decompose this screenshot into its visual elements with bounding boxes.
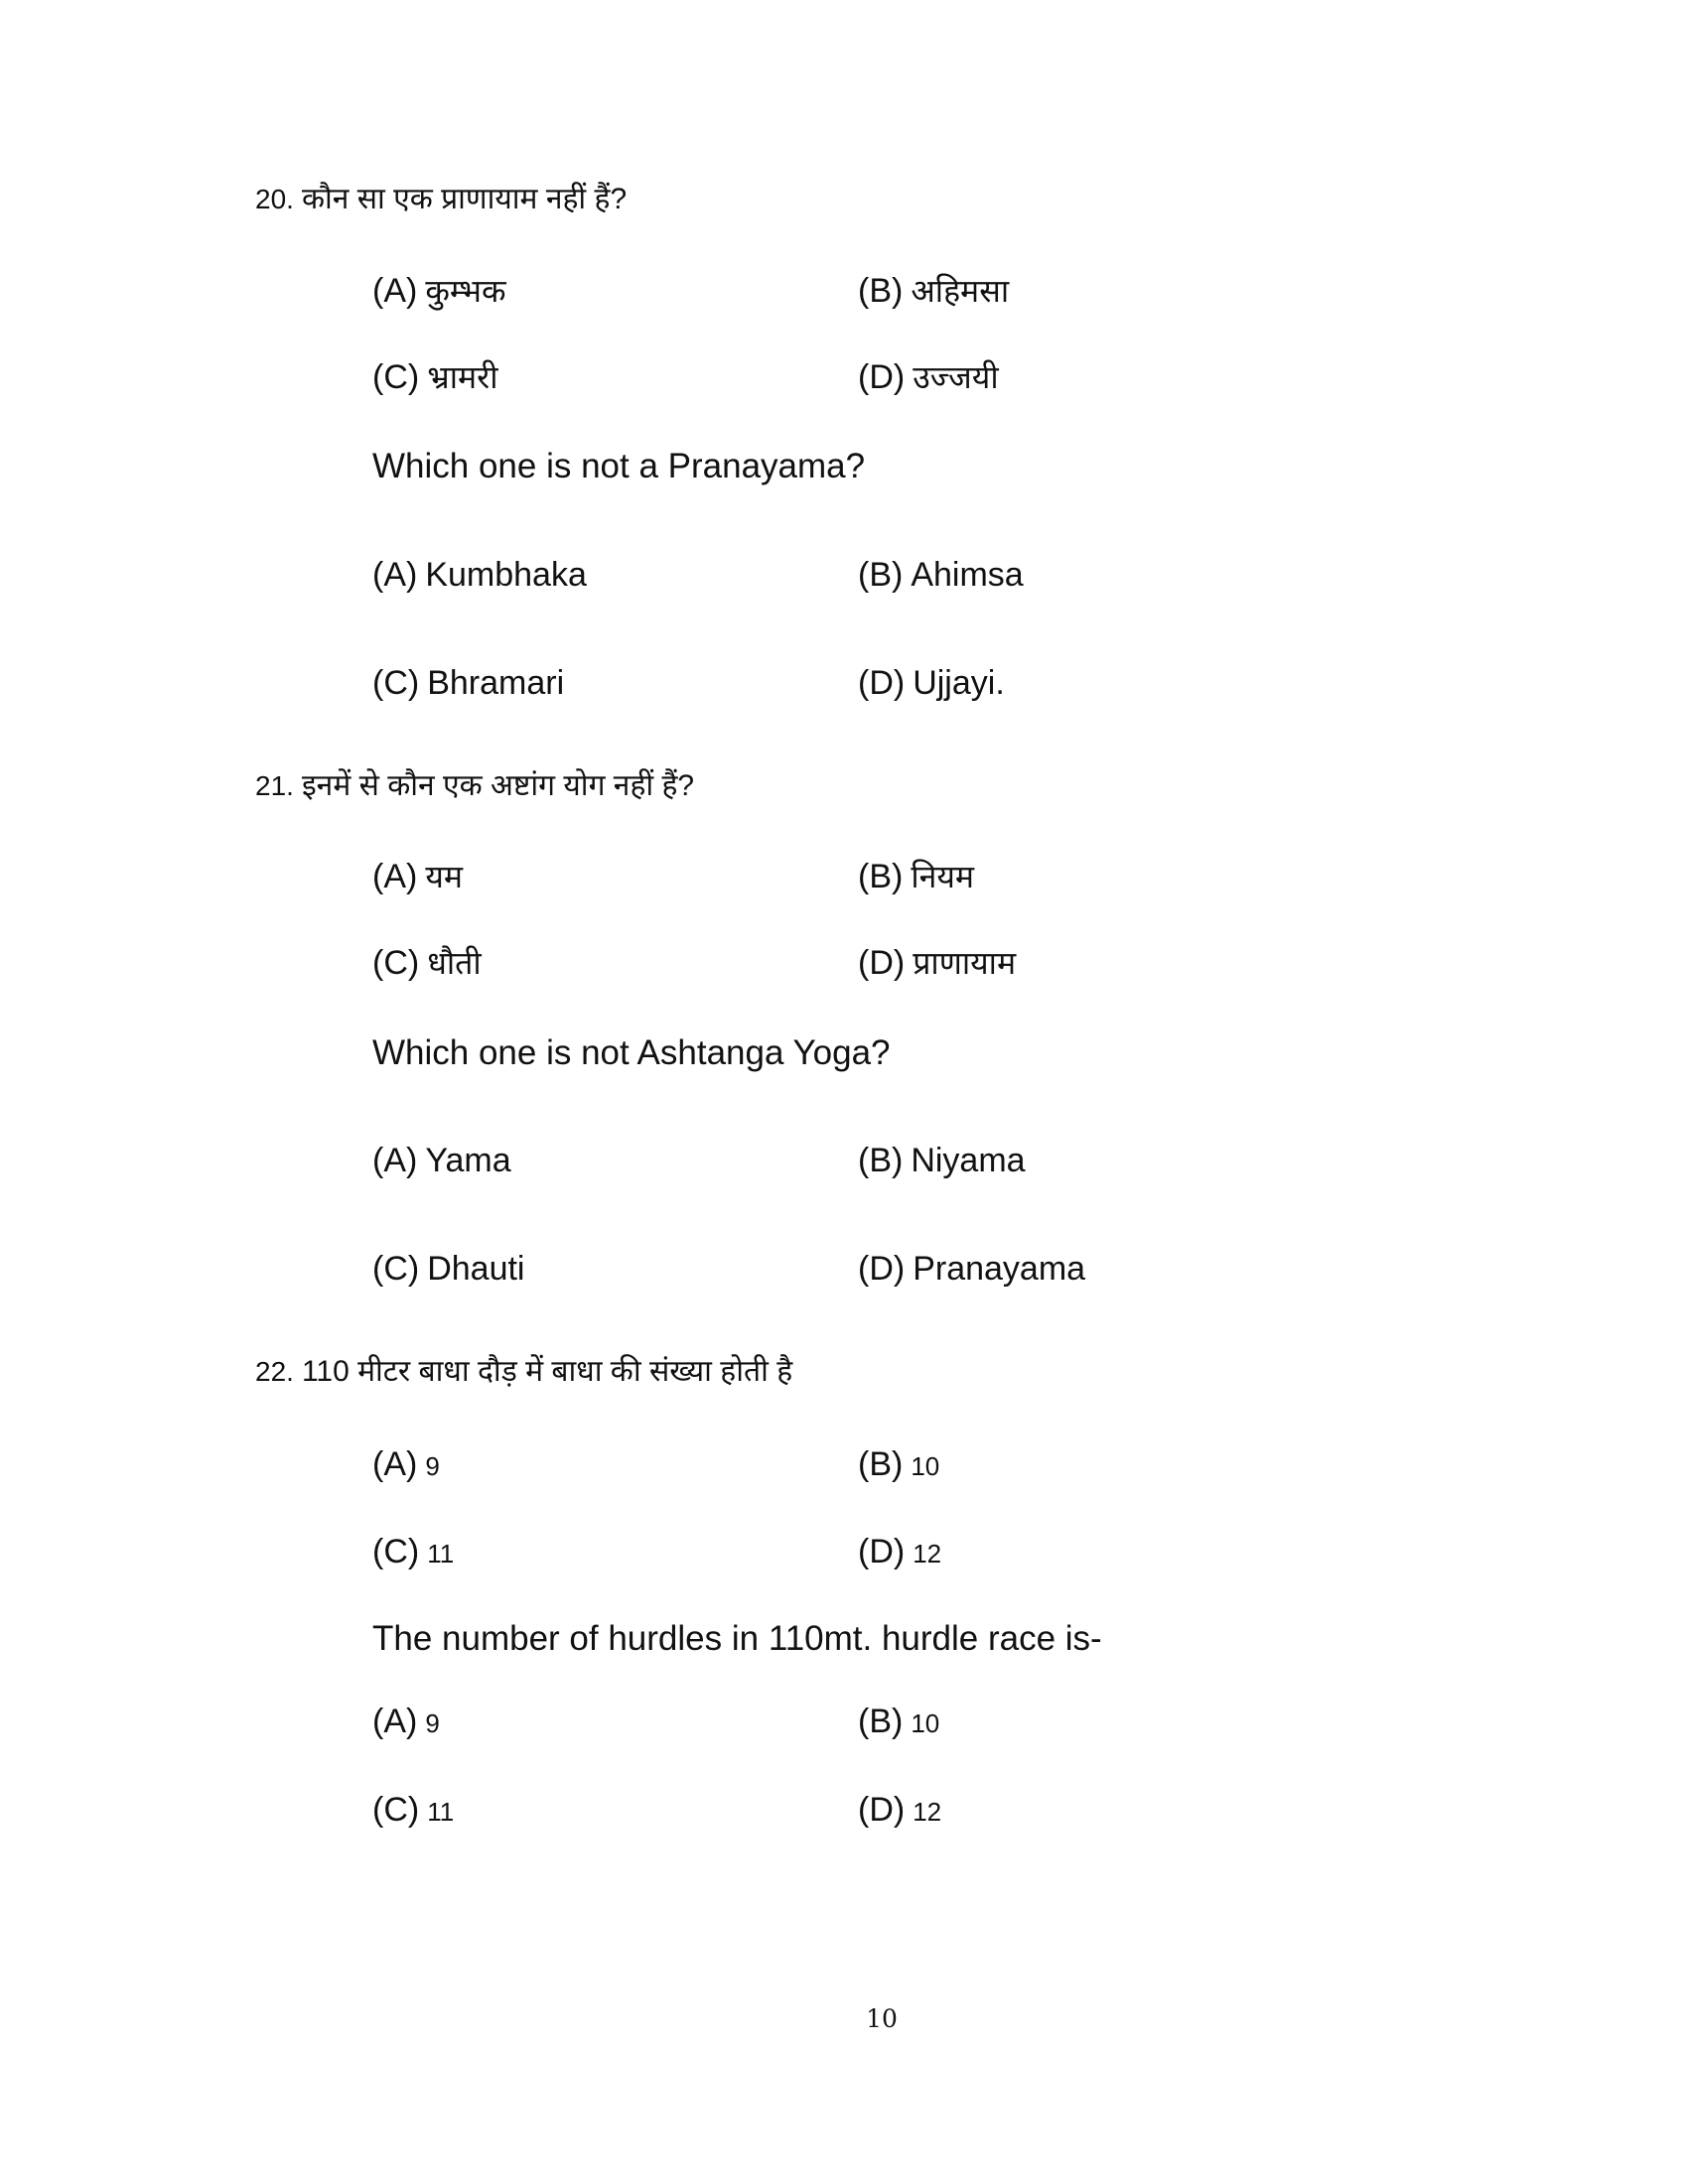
option-text: Ujjayi. (913, 664, 1005, 702)
option-english-a (372, 1705, 440, 1738)
option-label: (B) (858, 1142, 904, 1179)
option-label: (D) (858, 1533, 906, 1570)
option-label: (A) (372, 272, 418, 310)
question-text-hindi: कौन सा एक प्राणायाम नहीं हैं? (301, 183, 628, 215)
option-label: (C) (372, 1250, 420, 1288)
option-label: (D) (858, 1250, 906, 1288)
question-22-hindi (255, 1357, 792, 1387)
option-text: अहिमसा (911, 273, 1010, 309)
option-hindi-d (858, 946, 1016, 980)
option-english-c (372, 1252, 524, 1286)
option-hindi-c (372, 946, 482, 980)
option-label: (B) (858, 1445, 904, 1483)
option-text: धौती (427, 945, 482, 981)
option-english-d (858, 666, 1005, 700)
option-text: 10 (911, 1451, 940, 1481)
option-label: (B) (858, 272, 904, 310)
option-text: प्राणायाम (913, 945, 1017, 981)
option-text: 9 (425, 1708, 440, 1738)
option-english-b (858, 558, 1024, 592)
option-text: Niyama (911, 1142, 1026, 1179)
option-text: Yama (425, 1142, 511, 1179)
page-number: 10 (866, 2004, 898, 2033)
option-hindi-a (372, 860, 463, 893)
question-number: 22. (255, 1356, 294, 1387)
option-label: (B) (858, 1703, 904, 1740)
option-hindi-a (372, 1447, 440, 1481)
option-english-d (858, 1793, 941, 1827)
option-label: (C) (372, 358, 420, 396)
option-text: कुम्भक (425, 273, 506, 309)
question-text-hindi: इनमें से कौन एक अष्टांग योग नहीं हैं? (301, 769, 695, 802)
option-hindi-b (858, 274, 1009, 308)
option-label: (D) (858, 1791, 906, 1829)
option-text: 12 (913, 1539, 942, 1569)
option-label: (A) (372, 1445, 418, 1483)
option-hindi-a (372, 274, 506, 308)
option-label: (B) (858, 858, 904, 895)
option-text: भ्रामरी (427, 359, 498, 395)
option-label: (C) (372, 664, 420, 702)
option-hindi-c (372, 1535, 454, 1569)
option-label: (C) (372, 1533, 420, 1570)
option-text: यम (425, 859, 464, 894)
option-hindi-b (858, 860, 974, 893)
option-english-a (372, 558, 587, 592)
option-label: (A) (372, 556, 418, 594)
option-hindi-b (858, 1447, 939, 1481)
question-21-hindi (255, 771, 694, 801)
option-text: 12 (913, 1797, 942, 1827)
option-label: (A) (372, 1142, 418, 1179)
question-number: 21. (255, 770, 294, 801)
option-english-c (372, 666, 564, 700)
option-text: 11 (427, 1539, 455, 1569)
question-22-english: The number of hurdles in 110mt. hurdle race is- (372, 1619, 1102, 1658)
question-20-english: Which one is not a Pranayama? (372, 447, 866, 485)
option-text: 10 (911, 1708, 940, 1738)
option-english-a (372, 1144, 511, 1177)
option-label: (C) (372, 944, 420, 982)
option-english-d (858, 1252, 1085, 1286)
option-english-b (858, 1705, 939, 1738)
option-label: (A) (372, 858, 418, 895)
option-text: Kumbhaka (425, 556, 587, 594)
option-text: 9 (425, 1451, 440, 1481)
option-text: Dhauti (427, 1250, 525, 1288)
option-text: 11 (427, 1797, 455, 1827)
question-21-english: Which one is not Ashtanga Yoga? (372, 1033, 891, 1072)
option-text: Bhramari (427, 664, 565, 702)
option-text: उज्जयी (913, 359, 999, 395)
option-label: (D) (858, 358, 906, 396)
option-english-c (372, 1793, 454, 1827)
option-text: नियम (911, 859, 975, 894)
question-number: 20. (255, 184, 294, 214)
option-label: (D) (858, 944, 906, 982)
option-text: Pranayama (913, 1250, 1086, 1288)
option-text: Ahimsa (911, 556, 1024, 594)
option-label: (A) (372, 1703, 418, 1740)
option-hindi-d (858, 360, 999, 394)
option-hindi-c (372, 360, 498, 394)
option-label: (D) (858, 664, 906, 702)
question-text-hindi: 110 मीटर बाधा दौड़ में बाधा की संख्या होती है (301, 1355, 793, 1388)
option-hindi-d (858, 1535, 941, 1569)
option-label: (C) (372, 1791, 420, 1829)
option-english-b (858, 1144, 1026, 1177)
option-label: (B) (858, 556, 904, 594)
question-20-hindi (255, 185, 627, 214)
